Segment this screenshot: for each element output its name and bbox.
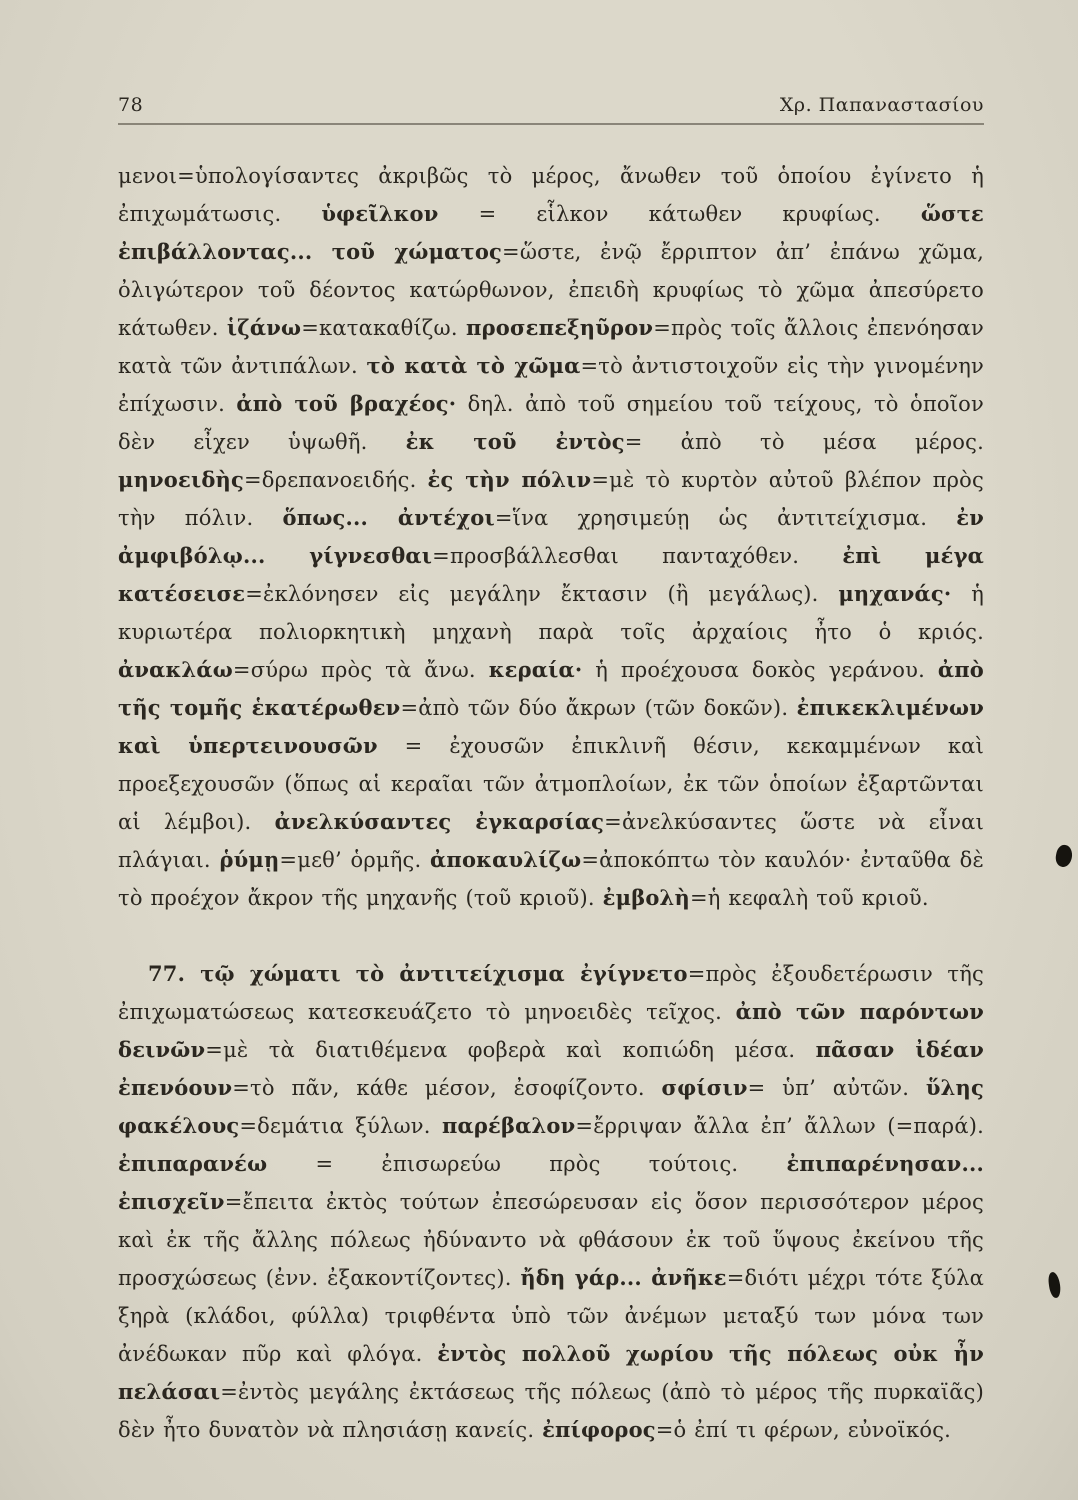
lemma-text: ἐπιπαρανέω bbox=[118, 1151, 268, 1176]
lemma-text: πᾶσαν ἰδέαν ἐπενόουν bbox=[118, 1037, 984, 1100]
gloss-text: =ἐκλόνησεν εἰς μεγάλην ἔκτασιν (ἢ μεγάλως). bbox=[245, 582, 839, 606]
page-number: 78 bbox=[118, 94, 144, 116]
gloss-text: =ὁ ἐπί τι φέρων, εὐνοϊκός. bbox=[655, 1418, 952, 1442]
lemma-text: ὅπως... ἀντέχοι bbox=[282, 505, 495, 530]
lemma-text: ἀποκαυλίζω bbox=[430, 847, 582, 872]
gloss-text: =δρεπανοειδής. bbox=[244, 468, 428, 492]
gloss-text: =ἡ κεφαλὴ τοῦ κριοῦ. bbox=[689, 886, 929, 910]
lemma-text: παρέβαλον bbox=[441, 1113, 576, 1138]
gloss-text: =διότι μέχρι τότε ξύλα ξηρὰ (κλάδοι, φύλλα) τριφθέντα ὑπὸ τῶν ἀνέμων μεταξύ των μόνα των ἀνέδωκαν πῦρ καὶ φλόγα. bbox=[118, 1266, 984, 1366]
gloss-text: =πρὸς ἐξουδετέρωσιν τῆς ἐπιχωματώσεως κατεσκευάζετο τὸ μηνοειδὲς τεῖχος. bbox=[118, 962, 984, 1024]
scan-speck bbox=[1047, 1271, 1062, 1298]
gloss-text: =ἔρριψαν ἄλλα ἐπ’ ἄλλων (=παρά). bbox=[575, 1114, 984, 1138]
paragraph bbox=[118, 157, 984, 917]
header-rule bbox=[118, 123, 984, 125]
lemma-text: ἐντὸς πολλοῦ χωρίου τῆς πόλεως οὐκ ἦν πελάσαι bbox=[118, 1341, 985, 1404]
lemma-text: κεραία· bbox=[488, 657, 583, 682]
lemma-text: μηνοειδὴς bbox=[118, 467, 245, 492]
gloss-text: μενοι=ὑπολογίσαντες ἀκριβῶς τὸ μέρος, ἄνωθεν τοῦ ὁποίου ἐγίνετο ἡ ἐπιχωμάτωσις. bbox=[118, 164, 984, 226]
running-head: Χρ. Παπαναστασίου bbox=[779, 94, 984, 116]
gloss-text: =δεμάτια ξύλων. bbox=[239, 1114, 442, 1138]
gloss-text: = ὑπ’ αὐτῶν. bbox=[747, 1076, 926, 1100]
gloss-text: = ἐχουσῶν ἐπικλινῆ θέσιν, κεκαμμένων καὶ προεξεχουσῶν (ὅπως αἱ κεραῖαι τῶν ἀτμοπλοίων, ἐκ τῶν ὁποίων ἐξαρτῶνται αἱ λέμβοι). bbox=[118, 734, 985, 834]
lemma-text: τὸ κατὰ τὸ χῶμα bbox=[366, 353, 581, 378]
gloss-text: =προσβάλλεσθαι πανταχόθεν. bbox=[432, 544, 843, 568]
gloss-text: =τὸ ἀντιστοιχοῦν εἰς τὴν γινομένην ἐπίχωσιν. bbox=[118, 354, 985, 416]
gloss-text: =ἵνα χρησιμεύῃ ὡς ἀντιτείχισμα. bbox=[494, 506, 957, 530]
gloss-text: = εἷλκον κάτωθεν κρυφίως. bbox=[438, 202, 921, 226]
lemma-text: 77. τῷ χώματι τὸ ἀντιτείχισμα ἐγίγνετο bbox=[148, 961, 688, 986]
gloss-text: =ἀνελκύσαντες ὥστε νὰ εἶναι πλάγιαι. bbox=[118, 810, 984, 872]
lemma-text: ἐπιπαρένησαν... ἐπισχεῖν bbox=[118, 1151, 984, 1214]
gloss-text: δηλ. ἀπὸ τοῦ σημείου τοῦ τείχους, τὸ ὁποῖον δὲν εἶχεν ὑψωθῆ. bbox=[118, 392, 984, 454]
scan-speck bbox=[1054, 844, 1074, 869]
gloss-text: =κατακαθίζω. bbox=[301, 316, 467, 340]
gloss-text: =μὲ τὰ διατιθέμενα φοβερὰ καὶ κοπιώδη μέσα. bbox=[205, 1038, 816, 1062]
lemma-text: ὑφεῖλκον bbox=[321, 201, 439, 226]
lemma-text: ἀνακλάω bbox=[118, 657, 233, 682]
lemma-text: ἀπὸ τῶν παρόντων δεινῶν bbox=[118, 999, 984, 1062]
lemma-text: ἐν ἀμφιβόλῳ... γίγνεσθαι bbox=[118, 505, 984, 568]
gloss-text: =τὸ πᾶν, κάθε μέσον, ἐσοφίζοντο. bbox=[232, 1076, 662, 1100]
lemma-text: ἤδη γάρ... ἀνῆκε bbox=[520, 1265, 727, 1290]
gloss-text: =ἀπὸ τῶν δύο ἄκρων (τῶν δοκῶν). bbox=[400, 696, 797, 720]
gloss-text: ἡ κυριωτέρα πολιορκητικὴ μηχανὴ παρὰ τοῖς ἀρχαίοις ἦτο ὁ κριός. bbox=[118, 582, 984, 644]
gloss-text: =ὥστε, ἐνῷ ἔρριπτον ἀπ’ ἐπάνω χῶμα, ὀλιγώτερον τοῦ δέοντος κατώρθωνον, ἐπειδὴ κρυφίως τὸ χῶμα ἀπεσύρετο κάτωθεν. bbox=[118, 240, 984, 340]
gloss-text: =μεθ’ ὁρμῆς. bbox=[279, 848, 431, 872]
gloss-text: = ἀπὸ τὸ μέσα μέρος. bbox=[624, 430, 984, 454]
lemma-text: ἀνελκύσαντες ἐγκαρσίας bbox=[274, 809, 605, 834]
gloss-text: ἡ προέχουσα δοκὸς γεράνου. bbox=[582, 658, 938, 682]
lemma-text: μηχανάς· bbox=[838, 581, 952, 606]
lemma-text: ὕλης φακέλους bbox=[118, 1075, 984, 1138]
lemma-text: ὥστε ἐπιβάλλοντας... τοῦ χώματος bbox=[118, 201, 984, 264]
lemma-text: ἐπικεκλιμένων καὶ ὑπερτεινουσῶν bbox=[118, 695, 984, 758]
lemma-text: ἀπὸ τῆς τομῆς ἑκατέρωθεν bbox=[118, 657, 984, 720]
lemma-text: ἐπίφορος bbox=[542, 1417, 656, 1442]
text-block bbox=[118, 157, 984, 1449]
lemma-text: ῥύμῃ bbox=[219, 847, 280, 872]
lemma-text: ἐπὶ μέγα κατέσεισε bbox=[118, 543, 984, 606]
lemma-text: ἐκ τοῦ ἐντὸς bbox=[405, 429, 625, 454]
lemma-text: σφίσιν bbox=[661, 1075, 748, 1100]
page-header bbox=[118, 94, 984, 116]
gloss-text: =ἔπειτα ἐκτὸς τούτων ἐπεσώρευσαν εἰς ὅσον περισσότερον μέρος καὶ ἐκ τῆς ἄλλης πόλεως ἠδύναντο νὰ φθάσουν ἐκ τοῦ ὕψους ἐκείνου τῆς προσχώσεως (ἐνν. ἐξακοντίζοντες). bbox=[118, 1190, 984, 1290]
gloss-text: =μὲ τὸ κυρτὸν αὐτοῦ βλέπον πρὸς τὴν πόλιν. bbox=[118, 468, 984, 530]
gloss-text: =ἀποκόπτω τὸν καυλόν· ἐνταῦθα δὲ τὸ προέχον ἄκρον τῆς μηχανῆς (τοῦ κριοῦ). bbox=[118, 848, 984, 910]
lemma-text: προσεπεξηῦρον bbox=[466, 315, 654, 340]
gloss-text: =ἐντὸς μεγάλης ἐκτάσεως τῆς πόλεως (ἀπὸ τὸ μέρος τῆς πυρκαϊᾶς) δὲν ἦτο δυνατὸν νὰ πλησιάσῃ κανείς. bbox=[118, 1380, 984, 1442]
lemma-text: ἱζάνω bbox=[226, 315, 302, 340]
lemma-text: ἐμβολὴ bbox=[602, 885, 690, 910]
paragraph bbox=[118, 955, 984, 1449]
gloss-text: =πρὸς τοῖς ἄλλοις ἐπενόησαν κατὰ τῶν ἀντιπάλων. bbox=[118, 316, 984, 378]
gloss-text: = ἐπισωρεύω πρὸς τούτοις. bbox=[267, 1152, 787, 1176]
lemma-text: ἐς τὴν πόλιν bbox=[427, 467, 592, 492]
lemma-text: ἀπὸ τοῦ βραχέος· bbox=[236, 391, 457, 416]
gloss-text: =σύρω πρὸς τὰ ἄνω. bbox=[232, 658, 489, 682]
